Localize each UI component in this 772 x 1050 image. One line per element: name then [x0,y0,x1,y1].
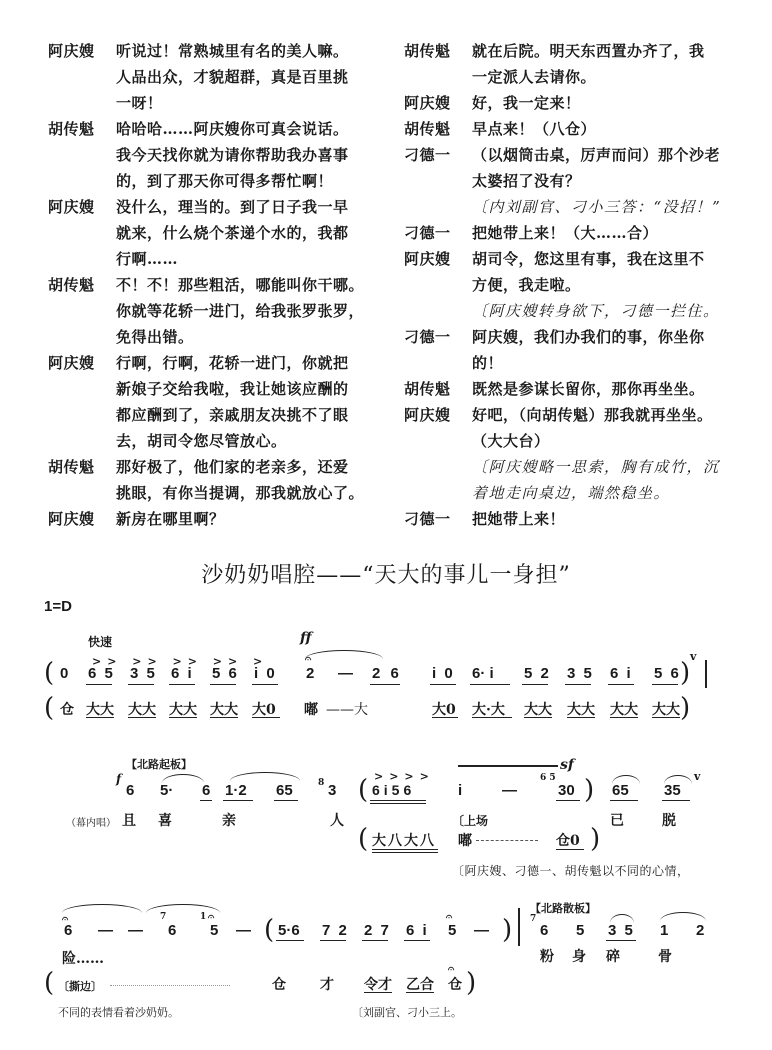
dialogue-column-left [48,38,388,532]
percussion-syllable: 仓 [272,977,286,993]
underline [606,940,636,941]
underline [652,684,678,685]
percussion-syllable: 大大 [524,702,552,718]
slur [660,912,706,921]
percussion-label: 〔撕边〕 [58,980,102,993]
dialogue-line: 就在后院。明天东西置办齐了，我 [472,42,705,60]
dialogue-line: 把她带上来！（大……合） [472,224,659,242]
note: 6 [202,782,211,799]
stage-direction [404,454,744,506]
dialogue-entry [404,324,744,376]
dialogue-entry [404,220,744,246]
percussion-syllable: 大0 [432,702,456,718]
underline [565,684,591,685]
lyric: 骨 [658,949,672,965]
dialogue-line: 哈哈哈……阿庆嫂你可真会说话。 [116,120,349,138]
underline [364,992,392,993]
note: 6 [126,782,135,799]
percussion-syllable: ——大 [326,702,368,718]
dialogue-line: 你就等花轿一进门，给我张罗张罗， [116,302,365,320]
speaker-name: 刁德一 [404,224,451,242]
tremolo-line [110,985,230,986]
barline [518,908,520,946]
speaker-name: 阿庆嫂 [404,250,451,268]
underline [470,684,510,685]
dialogue-entry [404,506,744,532]
stage-direction-line: 〔阿庆嫂略一思索，胸有成竹，沉 [472,458,720,476]
underline [274,800,298,801]
underline [370,684,400,685]
speaker-name: 胡传魁 [48,120,95,138]
underline [556,849,584,850]
note-group: 65 [276,782,293,799]
close-paren: ) [680,658,691,688]
lyric: 险…… [62,951,104,967]
underline [252,684,278,685]
note-group: 3 5 [567,665,592,682]
note-group: i 0 [254,665,275,682]
dialogue-entry [48,194,388,272]
underline [430,684,456,685]
dynamic-sf: sf [560,757,574,773]
speaker-name: 胡传魁 [404,120,451,138]
note: 5 [448,922,457,939]
accent-marks: >> >> >> >> > [92,655,269,668]
speaker-name: 胡传魁 [404,380,451,398]
underline [128,717,156,718]
dialogue-entry [404,90,744,116]
slur [62,904,142,913]
speaker-name: 阿庆嫂 [404,406,451,424]
breath-mark: v [694,770,701,783]
underline-double [372,852,438,853]
note-group: 2 7 [364,922,389,939]
underline [320,940,346,941]
dialogue-line: 我今天找你就为请你帮助我办喜事 [116,146,349,164]
lyrics-prefix: （幕内唱） [66,818,116,829]
percussion-syllable: 乙合 [406,977,434,993]
underline [210,717,238,718]
fermata-icon: 𝄐 [62,912,69,925]
section-label: 【北路起板】 [126,758,192,771]
note-group: 6 i [406,922,427,939]
note: 6 [64,922,73,939]
dialogue-entry [404,376,744,402]
percussion-syllable: 仓 [448,977,462,993]
dialogue-line: 那好极了，他们家的老亲多，还爱 [116,458,349,476]
underline [370,800,426,801]
note-group: 6 i [610,665,631,682]
dash: — [338,665,353,682]
note-group: 7 2 [322,922,347,939]
dynamic-f: f [116,772,122,786]
lyric: 粉 [540,949,554,965]
open-paren: ( [44,658,55,688]
dialogue-line: 太婆招了没有？ [472,172,581,190]
underline [223,800,253,801]
percussion-syllable: 仓 [60,702,74,718]
dialogue-line: 都应酬到了，亲戚朋友决挑不了眼 [116,406,349,424]
lyric: 脱 [662,813,676,829]
open-paren: ( [44,693,55,723]
note-group: 2 6 [372,665,399,682]
dialogue-entry [48,454,388,506]
stage-direction-line: 〔内刘副官、刁小三答：“没招！” [472,198,722,216]
note-group: 6 5 [88,665,113,682]
dialogue-line: 阿庆嫂，我们办我们的事，你坐你 [472,328,705,346]
stage-note: 〔上场 [452,814,489,828]
note: 5· [160,782,174,799]
dialogue-entry [48,506,388,532]
dash: — [502,782,517,799]
lyric: 喜 [158,813,172,829]
speaker-name: 阿庆嫂 [48,510,95,528]
fermata-icon: 𝄐 [305,652,312,665]
open-paren: ( [264,915,275,945]
note-group: 5 6 [212,665,237,682]
dash: — [98,922,113,939]
note-group: 5·6 [278,922,300,939]
dialogue-line: 一呀！ [116,94,163,112]
underline [608,684,634,685]
tempo-marking: 快速 [88,635,113,649]
note-group: i 0 [432,665,453,682]
underline [362,940,388,941]
underline [610,800,638,801]
underline [86,717,114,718]
note-group: 5 2 [524,665,549,682]
percussion-syllable: 大大 [210,702,238,718]
note: i [458,782,463,799]
underline [404,940,430,941]
percussion-syllable: 才 [320,977,334,993]
underline [169,684,195,685]
note-group: 6 i [171,665,192,682]
lyric: 人 [330,813,344,829]
underline [556,800,580,801]
speaker-name: 阿庆嫂 [48,354,95,372]
dialogue-line: 免得出错。 [116,328,194,346]
speaker-name: 胡传魁 [48,276,95,294]
dash: — [128,922,143,939]
underline-double [370,803,426,804]
percussion-syllable: 嘟 [304,702,318,718]
dialogue-line: 行啊…… [116,250,179,268]
fermata-icon: 𝄐 [208,910,215,923]
stage-direction [404,194,744,220]
open-paren: ( [358,775,369,805]
percussion-syllable: 令才 [364,977,392,993]
dialogue-line: 不！不！那些粗活，哪能叫你干哪。 [116,276,365,294]
dialogue-line: 的，到了那天你可得多帮忙啊！ [116,172,334,190]
speaker-name: 胡传魁 [404,42,451,60]
grace-note: 8 [318,778,325,788]
underline [662,800,690,801]
dash: — [236,922,251,939]
dialogue-line: （以烟筒击桌，厉声而问）那个沙老 [472,146,721,164]
key-signature: 1=D [44,598,72,615]
speaker-name: 刁德一 [404,328,451,346]
note: 6 [168,922,177,939]
note-group: 6· i [472,665,494,682]
underline [610,717,638,718]
grace-note: 7 [160,912,167,922]
score-title: 沙奶奶唱腔——“天大的事儿一身担” [201,563,571,588]
underline [372,849,438,850]
percussion-syllable: 大0 [252,702,276,718]
note: 1 [660,922,669,939]
underline [169,717,197,718]
dialogue-column-right [404,38,744,532]
note: 3 [328,782,337,799]
dialogue-line: 的！ [472,354,504,372]
lyric: 亲 [222,813,236,829]
percussion-syllable: 大八大八 [372,833,436,849]
underline [200,800,212,801]
underline [252,717,280,718]
speaker-name: 刁德一 [404,510,451,528]
note-group: 5 6 [654,665,679,682]
stage-direction: 不同的表情看着沙奶奶。 [58,1006,179,1019]
dialogue-line: 好吧，（向胡传魁）那我就再坐坐。 [472,406,713,424]
dynamic-ff: ff [300,630,312,646]
dialogue-entry [48,272,388,350]
dash: — [474,922,489,939]
percussion-syllable: 大大 [128,702,156,718]
fermata-icon: 𝄐 [448,962,455,975]
stage-direction-line: 〔阿庆嫂转身欲下，刁德一拦住。 [472,302,720,320]
tremolo-line [476,840,538,841]
dialogue-line: 一定派人去请你。 [472,68,597,86]
close-paren: ) [584,775,595,805]
note: 2 [306,665,315,682]
grace-note: 6 5 [540,773,556,783]
dialogue-entry [48,350,388,454]
open-paren: ( [44,968,55,998]
underline [567,717,595,718]
breath-mark: v [690,650,697,663]
dialogue-line: 胡司令，您这里有事，我在这里不 [472,250,705,268]
fermata-icon: 𝄐 [446,910,453,923]
note: 5 [576,922,585,939]
note-group: 3 5 [130,665,155,682]
note-group: 1·2 [225,782,247,799]
note: 6 [540,922,549,939]
dialogue-line: 去，胡司令您尽管放心。 [116,432,287,450]
underline [522,684,548,685]
note: 2 [696,922,705,939]
slur [230,772,300,781]
speaker-name: 阿庆嫂 [404,94,451,112]
grace-note: 7 [530,914,537,924]
accent-marks: >>>> [374,770,435,783]
lyric: 身 [572,949,586,965]
barline [705,660,707,688]
percussion-syllable: 嘟 [458,833,472,849]
percussion-syllable: 大大 [86,702,114,718]
speaker-name: 阿庆嫂 [48,42,95,60]
dialogue-line: 人品出众，才貌超群，真是百里挑 [116,68,349,86]
dialogue-entry [404,246,744,298]
dialogue-line: 听说过！常熟城里有名的美人嘛。 [116,42,349,60]
dialogue-line: 新娘子交给我啦，我让她该应酬的 [116,380,349,398]
dialogue-line: 就来，什么烧个茶递个水的，我都 [116,224,349,242]
slur [305,650,383,659]
close-paren: ) [590,824,601,854]
percussion-syllable: 大大 [169,702,197,718]
stage-direction-line: 着地走向桌边，端然稳坐。 [472,484,671,502]
close-paren: ) [502,915,513,945]
underline [128,684,154,685]
dialogue-line: （大大台） [472,432,550,450]
note: 5 [210,922,219,939]
dialogue-line: 挑眼，有你当提调，那我就放心了。 [116,484,365,502]
stage-direction [404,298,744,324]
note-group: 35 [664,782,681,799]
dialogue-entry [404,402,744,454]
note-group: 65 [612,782,629,799]
lyric: 碎 [606,949,620,965]
dialogue-line: 早点来！（八仓） [472,120,597,138]
close-paren: ) [466,968,477,998]
underline [472,717,512,718]
underline [652,717,680,718]
section-label: 【北路散板】 [530,902,596,915]
dialogue-entry [404,116,744,142]
dialogue-entry [404,142,744,194]
percussion-syllable: 仓0 [556,833,580,849]
speaker-name: 阿庆嫂 [48,198,95,216]
percussion-syllable: 大大 [652,702,680,718]
dialogue-entry [404,38,744,90]
dialogue-line: 好，我一定来！ [472,94,581,112]
dialogue-entry [48,38,388,116]
note: 0 [60,665,69,682]
dialogue-line: 行啊，行啊，花轿一进门，你就把 [116,354,349,372]
close-paren: ) [680,693,691,723]
note-group: 6i56 [372,782,416,798]
stage-direction: 〔刘副官、刁小三上。 [352,1006,462,1019]
dialogue-line: 没什么，理当的。到了日子我一早 [116,198,349,216]
speaker-name: 刁德一 [404,146,451,164]
underline [432,717,458,718]
dialogue-line: 方便，我走啦。 [472,276,581,294]
percussion-syllable: 大大 [610,702,638,718]
open-paren: ( [358,824,369,854]
crescendo-line [458,765,558,767]
note-group: 3 5 [608,922,633,939]
dialogue-line: 新房在哪里啊？ [116,510,225,528]
stage-direction: 〔阿庆嫂、刁德一、胡传魁以不同的心情， [452,864,690,878]
underline [406,992,434,993]
underline [276,940,304,941]
note-group: 30 [558,782,575,799]
grace-note: 1 [200,912,207,922]
dialogue-line: 把她带上来！ [472,510,566,528]
underline [210,684,236,685]
underline [524,717,552,718]
percussion-syllable: 大·大 [472,702,505,718]
lyric: 且 [122,813,136,829]
underline [86,684,112,685]
lyric: 已 [610,813,624,829]
dialogue-entry [48,116,388,194]
dialogue-line: 既然是参谋长留你，那你再坐坐。 [472,380,705,398]
speaker-name: 胡传魁 [48,458,95,476]
percussion-syllable: 大大 [567,702,595,718]
